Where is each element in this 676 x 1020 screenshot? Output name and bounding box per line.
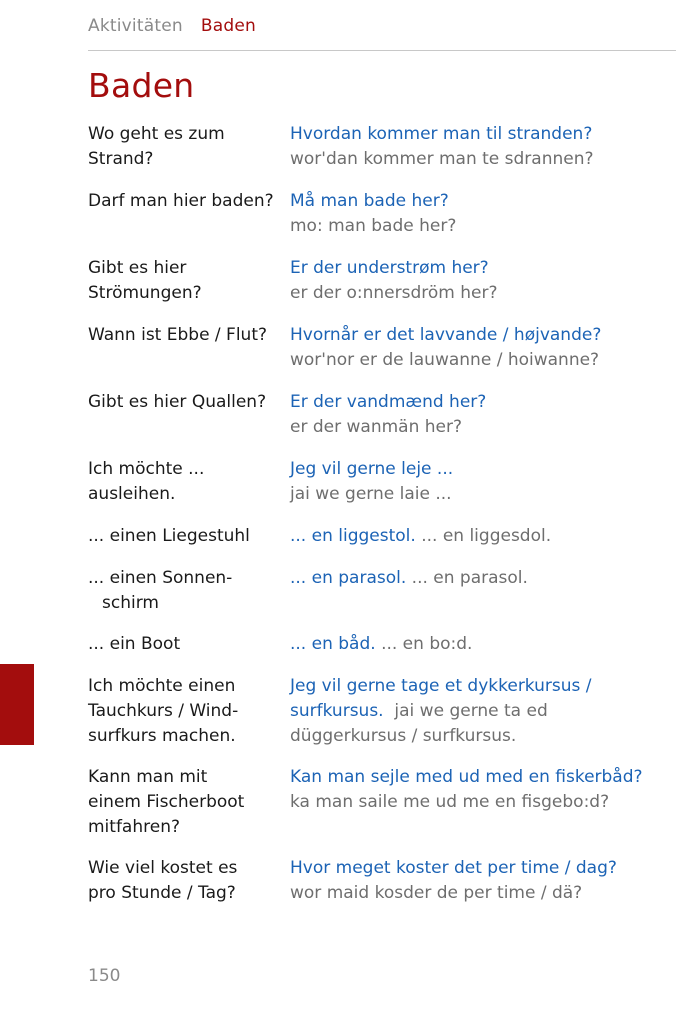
pronunciation: ... en parasol. — [411, 568, 528, 588]
danish-phrase: Hvornår er det lavvande / højvande? — [290, 325, 602, 345]
danish-phrase-block — [290, 256, 670, 306]
german-phrase: ... einen Sonnen- — [88, 568, 233, 588]
page-title: Baden — [88, 66, 195, 105]
danish-phrase: Jeg vil gerne tage et dykkerkursus / — [290, 676, 592, 696]
chapter-side-tab — [0, 664, 34, 745]
danish-phrase-block — [290, 323, 670, 373]
german-phrase-block — [88, 566, 283, 616]
pronunciation: jai we gerne ta ed — [394, 701, 548, 721]
german-phrase-continued: schirm — [102, 593, 159, 613]
danish-phrase-block — [290, 566, 670, 591]
pronunciation: wor maid kosder de per time / dä? — [290, 883, 583, 903]
danish-phrase-block — [290, 189, 670, 239]
german-phrase: Wo geht es zum Strand? — [88, 124, 225, 169]
pronunciation: ... en bo:d. — [381, 634, 473, 654]
danish-phrase-block — [290, 457, 670, 507]
danish-phrase: Er der vandmænd her? — [290, 392, 487, 412]
german-phrase: Wann ist Ebbe / Flut? — [88, 325, 268, 345]
danish-phrase: ... en båd. — [290, 634, 376, 654]
german-phrase: ... ein Boot — [88, 634, 181, 654]
pronunciation: wor'dan kommer man te sdrannen? — [290, 149, 594, 169]
german-phrase: Kann man mit einem Fischerboot mitfahren? — [88, 767, 245, 837]
danish-phrase-block — [290, 122, 670, 172]
pronunciation: jai we gerne laie ... — [290, 484, 452, 504]
german-phrase: Darf man hier baden? — [88, 191, 274, 211]
header-section: Aktivitäten — [88, 16, 183, 36]
header-rule — [88, 50, 676, 51]
danish-phrase: Må man bade her? — [290, 191, 449, 211]
danish-phrase-block — [290, 524, 670, 549]
danish-phrase-block — [290, 674, 670, 749]
danish-phrase-block — [290, 390, 670, 440]
danish-phrase-block — [290, 856, 670, 906]
pronunciation: ka man saile me ud me en fisgebo:d? — [290, 792, 610, 812]
danish-phrase: Hvor meget koster det per time / dag? — [290, 858, 617, 878]
danish-phrase-block — [290, 632, 670, 657]
danish-phrase-continued: surfkursus. — [290, 701, 384, 721]
german-phrase: Wie viel kostet es pro Stunde / Tag? — [88, 858, 238, 903]
german-phrase: Gibt es hier Strömungen? — [88, 258, 202, 303]
pronunciation: er der o:nnersdröm her? — [290, 283, 498, 303]
german-phrase: Ich möchte ... ausleihen. — [88, 459, 205, 504]
german-phrase: ... einen Liegestuhl — [88, 526, 250, 546]
danish-phrase: Hvordan kommer man til stranden? — [290, 124, 593, 144]
danish-phrase: ... en liggestol. — [290, 526, 416, 546]
header-subsection: Baden — [200, 16, 256, 36]
pronunciation: mo: man bade her? — [290, 216, 457, 236]
danish-phrase-block — [290, 765, 670, 815]
german-phrase: Ich möchte einen Tauchkurs / Wind- surfkurs machen. — [88, 676, 239, 746]
danish-phrase: Kan man sejle med ud med en fiskerbåd? — [290, 767, 643, 787]
danish-phrase: Er der understrøm her? — [290, 258, 489, 278]
pronunciation: er der wanmän her? — [290, 417, 462, 437]
page-number: 150 — [88, 966, 121, 986]
danish-phrase: Jeg vil gerne leje ... — [290, 459, 454, 479]
pronunciation-continued: düggerkursus / surfkursus. — [290, 726, 517, 746]
pronunciation: ... en liggesdol. — [421, 526, 552, 546]
running-header — [88, 16, 256, 36]
pronunciation: wor'nor er de lauwanne / hoiwanne? — [290, 350, 600, 370]
german-phrase: Gibt es hier Quallen? — [88, 392, 267, 412]
danish-phrase: ... en parasol. — [290, 568, 407, 588]
